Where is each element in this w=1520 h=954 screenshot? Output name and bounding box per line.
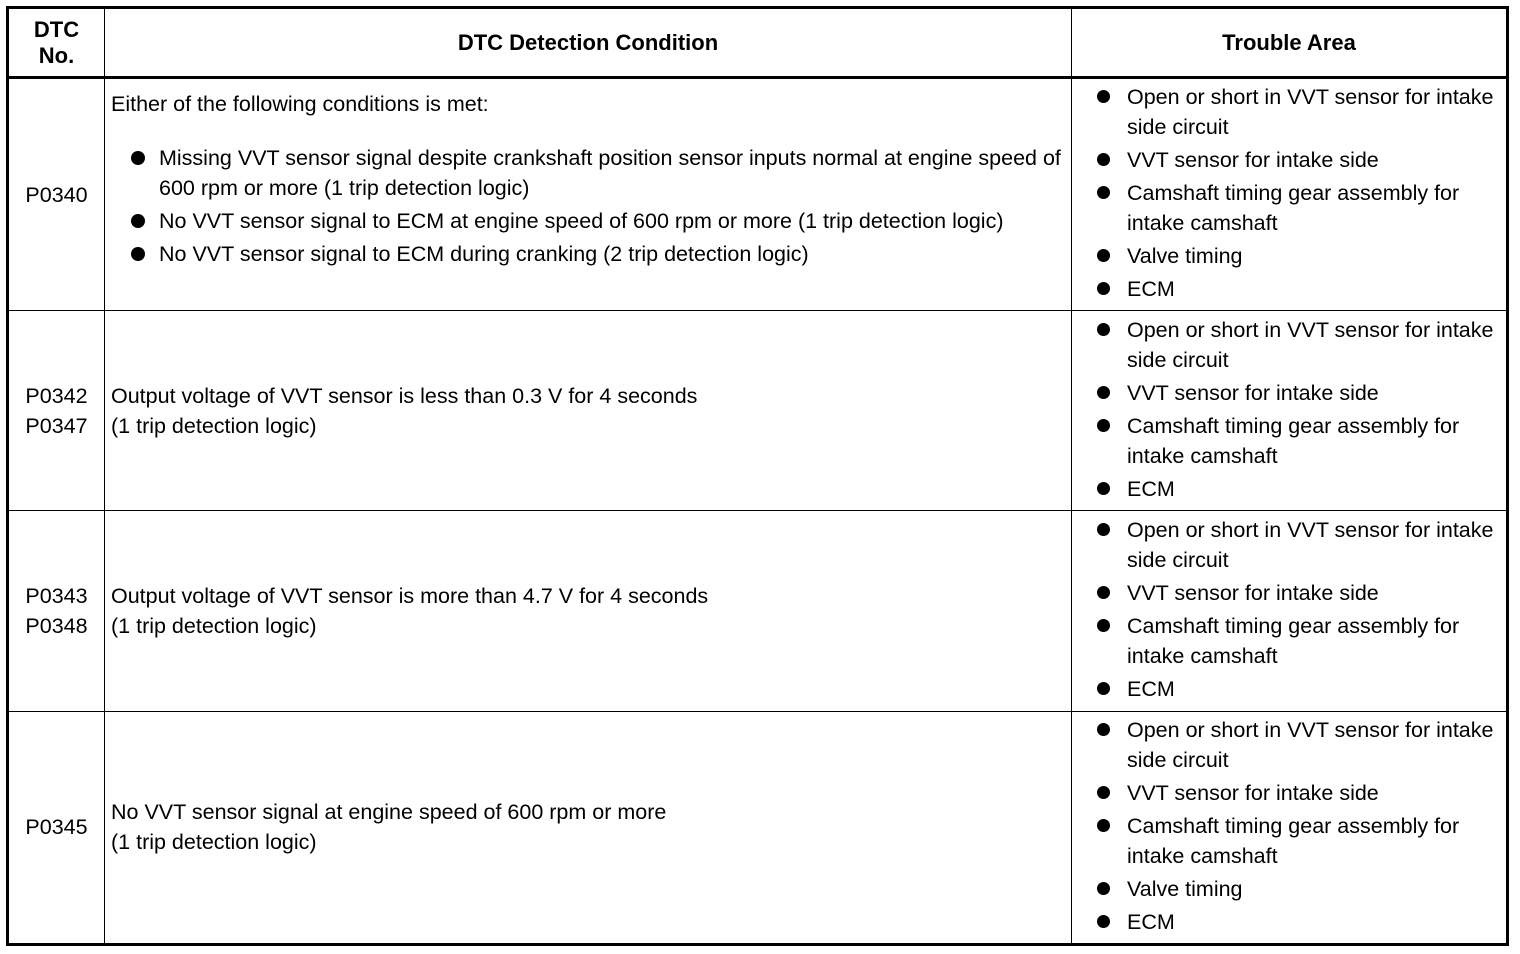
header-row xyxy=(8,8,1508,78)
trouble-area-cell xyxy=(1072,711,1508,944)
dtc-code: P0345 xyxy=(25,815,88,840)
table-row xyxy=(8,711,1508,944)
trouble-area-text: ECM xyxy=(1127,277,1175,302)
bullet-dot-icon xyxy=(1097,523,1110,536)
bullet-dot-icon xyxy=(1097,186,1110,199)
bullet-dot-icon xyxy=(1097,282,1110,295)
header-condition-label: DTC Detection Condition xyxy=(457,29,719,55)
trouble-area-text: Camshaft timing gear assembly for intake camshaft xyxy=(1127,813,1460,868)
dtc-code-cell xyxy=(8,711,105,944)
bullet-dot-icon xyxy=(1097,90,1110,103)
bullet-dot-icon xyxy=(131,151,145,165)
bullet-dot-icon xyxy=(1097,153,1110,166)
condition-item-text: No VVT sensor signal to ECM at engine speed of 600 rpm or more (1 trip detection logic) xyxy=(159,209,1004,233)
trouble-area-cell xyxy=(1072,311,1508,511)
trouble-area-text: ECM xyxy=(1127,909,1175,934)
trouble-area-text: Camshaft timing gear assembly for intake camshaft xyxy=(1127,614,1460,669)
condition-text: (1 trip detection logic) xyxy=(111,830,317,855)
bullet-dot-icon xyxy=(131,247,145,261)
condition-cell xyxy=(105,711,1072,944)
condition-list xyxy=(111,143,1065,269)
trouble-area-text: VVT sensor for intake side xyxy=(1127,581,1379,606)
condition-item xyxy=(111,239,1065,269)
bullet-dot-icon xyxy=(1097,386,1110,399)
bullet-dot-icon xyxy=(1097,786,1110,799)
condition-cell xyxy=(105,511,1072,711)
trouble-area-text: Open or short in VVT sensor for intake side circuit xyxy=(1127,518,1494,573)
condition-text: (1 trip detection logic) xyxy=(111,413,317,438)
header-condition xyxy=(105,8,1072,78)
condition-item-text: No VVT sensor signal to ECM during cranking (2 trip detection logic) xyxy=(159,242,809,266)
trouble-area-item xyxy=(1072,578,1500,608)
condition-item-text: Missing VVT sensor signal despite crankshaft position sensor inputs normal at engine speed of 600 rpm or more (1 trip detection logic) xyxy=(159,146,1061,200)
trouble-area-item xyxy=(1072,274,1500,304)
dtc-table xyxy=(6,6,1509,946)
condition-cell xyxy=(105,78,1072,311)
trouble-area-text: Open or short in VVT sensor for intake side circuit xyxy=(1127,85,1494,140)
table-row xyxy=(8,511,1508,711)
trouble-area-item xyxy=(1072,474,1500,504)
header-trouble-area xyxy=(1072,8,1508,78)
trouble-area-text: Camshaft timing gear assembly for intake camshaft xyxy=(1127,413,1460,468)
dtc-code: P0343 P0348 xyxy=(25,584,88,639)
condition-cell xyxy=(105,311,1072,511)
bullet-dot-icon xyxy=(131,214,145,228)
condition-text: No VVT sensor signal at engine speed of 600 rpm or more xyxy=(111,800,667,825)
trouble-area-item xyxy=(1072,178,1500,238)
trouble-area-item xyxy=(1072,674,1500,704)
trouble-area-item xyxy=(1072,715,1500,775)
trouble-area-list xyxy=(1072,315,1500,504)
trouble-area-item xyxy=(1072,241,1500,271)
table-row xyxy=(8,78,1508,311)
trouble-area-cell xyxy=(1072,511,1508,711)
trouble-area-item xyxy=(1072,411,1500,471)
bullet-dot-icon xyxy=(1097,723,1110,736)
trouble-area-text: Valve timing xyxy=(1127,244,1243,269)
trouble-area-text: VVT sensor for intake side xyxy=(1127,148,1379,173)
trouble-area-list xyxy=(1072,82,1500,304)
dtc-code-cell xyxy=(8,511,105,711)
trouble-area-item xyxy=(1072,378,1500,408)
header-trouble-area-label: Trouble Area xyxy=(1222,29,1356,55)
trouble-area-item xyxy=(1072,82,1500,142)
trouble-area-text: Valve timing xyxy=(1127,876,1243,901)
table-row xyxy=(8,311,1508,511)
condition-item xyxy=(111,206,1065,236)
bullet-dot-icon xyxy=(1097,586,1110,599)
bullet-dot-icon xyxy=(1097,619,1110,632)
dtc-code-cell xyxy=(8,78,105,311)
bullet-dot-icon xyxy=(1097,682,1110,695)
trouble-area-list xyxy=(1072,715,1500,937)
trouble-area-text: Camshaft timing gear assembly for intake camshaft xyxy=(1127,181,1460,236)
bullet-dot-icon xyxy=(1097,323,1110,336)
dtc-code: P0340 xyxy=(25,182,88,207)
trouble-area-text: VVT sensor for intake side xyxy=(1127,380,1379,405)
trouble-area-cell xyxy=(1072,78,1508,311)
header-dtc-no-label: DTC No. xyxy=(33,16,80,68)
condition-text: (1 trip detection logic) xyxy=(111,614,317,639)
trouble-area-text: Open or short in VVT sensor for intake side circuit xyxy=(1127,717,1494,772)
trouble-area-item xyxy=(1072,778,1500,808)
bullet-dot-icon xyxy=(1097,915,1110,928)
dtc-code-cell xyxy=(8,311,105,511)
trouble-area-item xyxy=(1072,315,1500,375)
trouble-area-item xyxy=(1072,515,1500,575)
trouble-area-item xyxy=(1072,611,1500,671)
bullet-dot-icon xyxy=(1097,882,1110,895)
dtc-code: P0342 P0347 xyxy=(25,383,88,438)
trouble-area-item xyxy=(1072,907,1500,937)
trouble-area-item xyxy=(1072,874,1500,904)
trouble-area-text: ECM xyxy=(1127,476,1175,501)
bullet-dot-icon xyxy=(1097,419,1110,432)
trouble-area-text: VVT sensor for intake side xyxy=(1127,780,1379,805)
trouble-area-item xyxy=(1072,145,1500,175)
condition-text: Output voltage of VVT sensor is less than 0.3 V for 4 seconds xyxy=(111,383,698,408)
condition-intro: Either of the following conditions is met: xyxy=(111,92,489,116)
bullet-dot-icon xyxy=(1097,819,1110,832)
header-dtc-no xyxy=(8,8,105,78)
trouble-area-text: ECM xyxy=(1127,677,1175,702)
bullet-dot-icon xyxy=(1097,482,1110,495)
condition-text: Output voltage of VVT sensor is more than 4.7 V for 4 seconds xyxy=(111,584,709,609)
trouble-area-text: Open or short in VVT sensor for intake side circuit xyxy=(1127,317,1494,372)
bullet-dot-icon xyxy=(1097,249,1110,262)
trouble-area-item xyxy=(1072,811,1500,871)
condition-item xyxy=(111,143,1065,203)
trouble-area-list xyxy=(1072,515,1500,704)
